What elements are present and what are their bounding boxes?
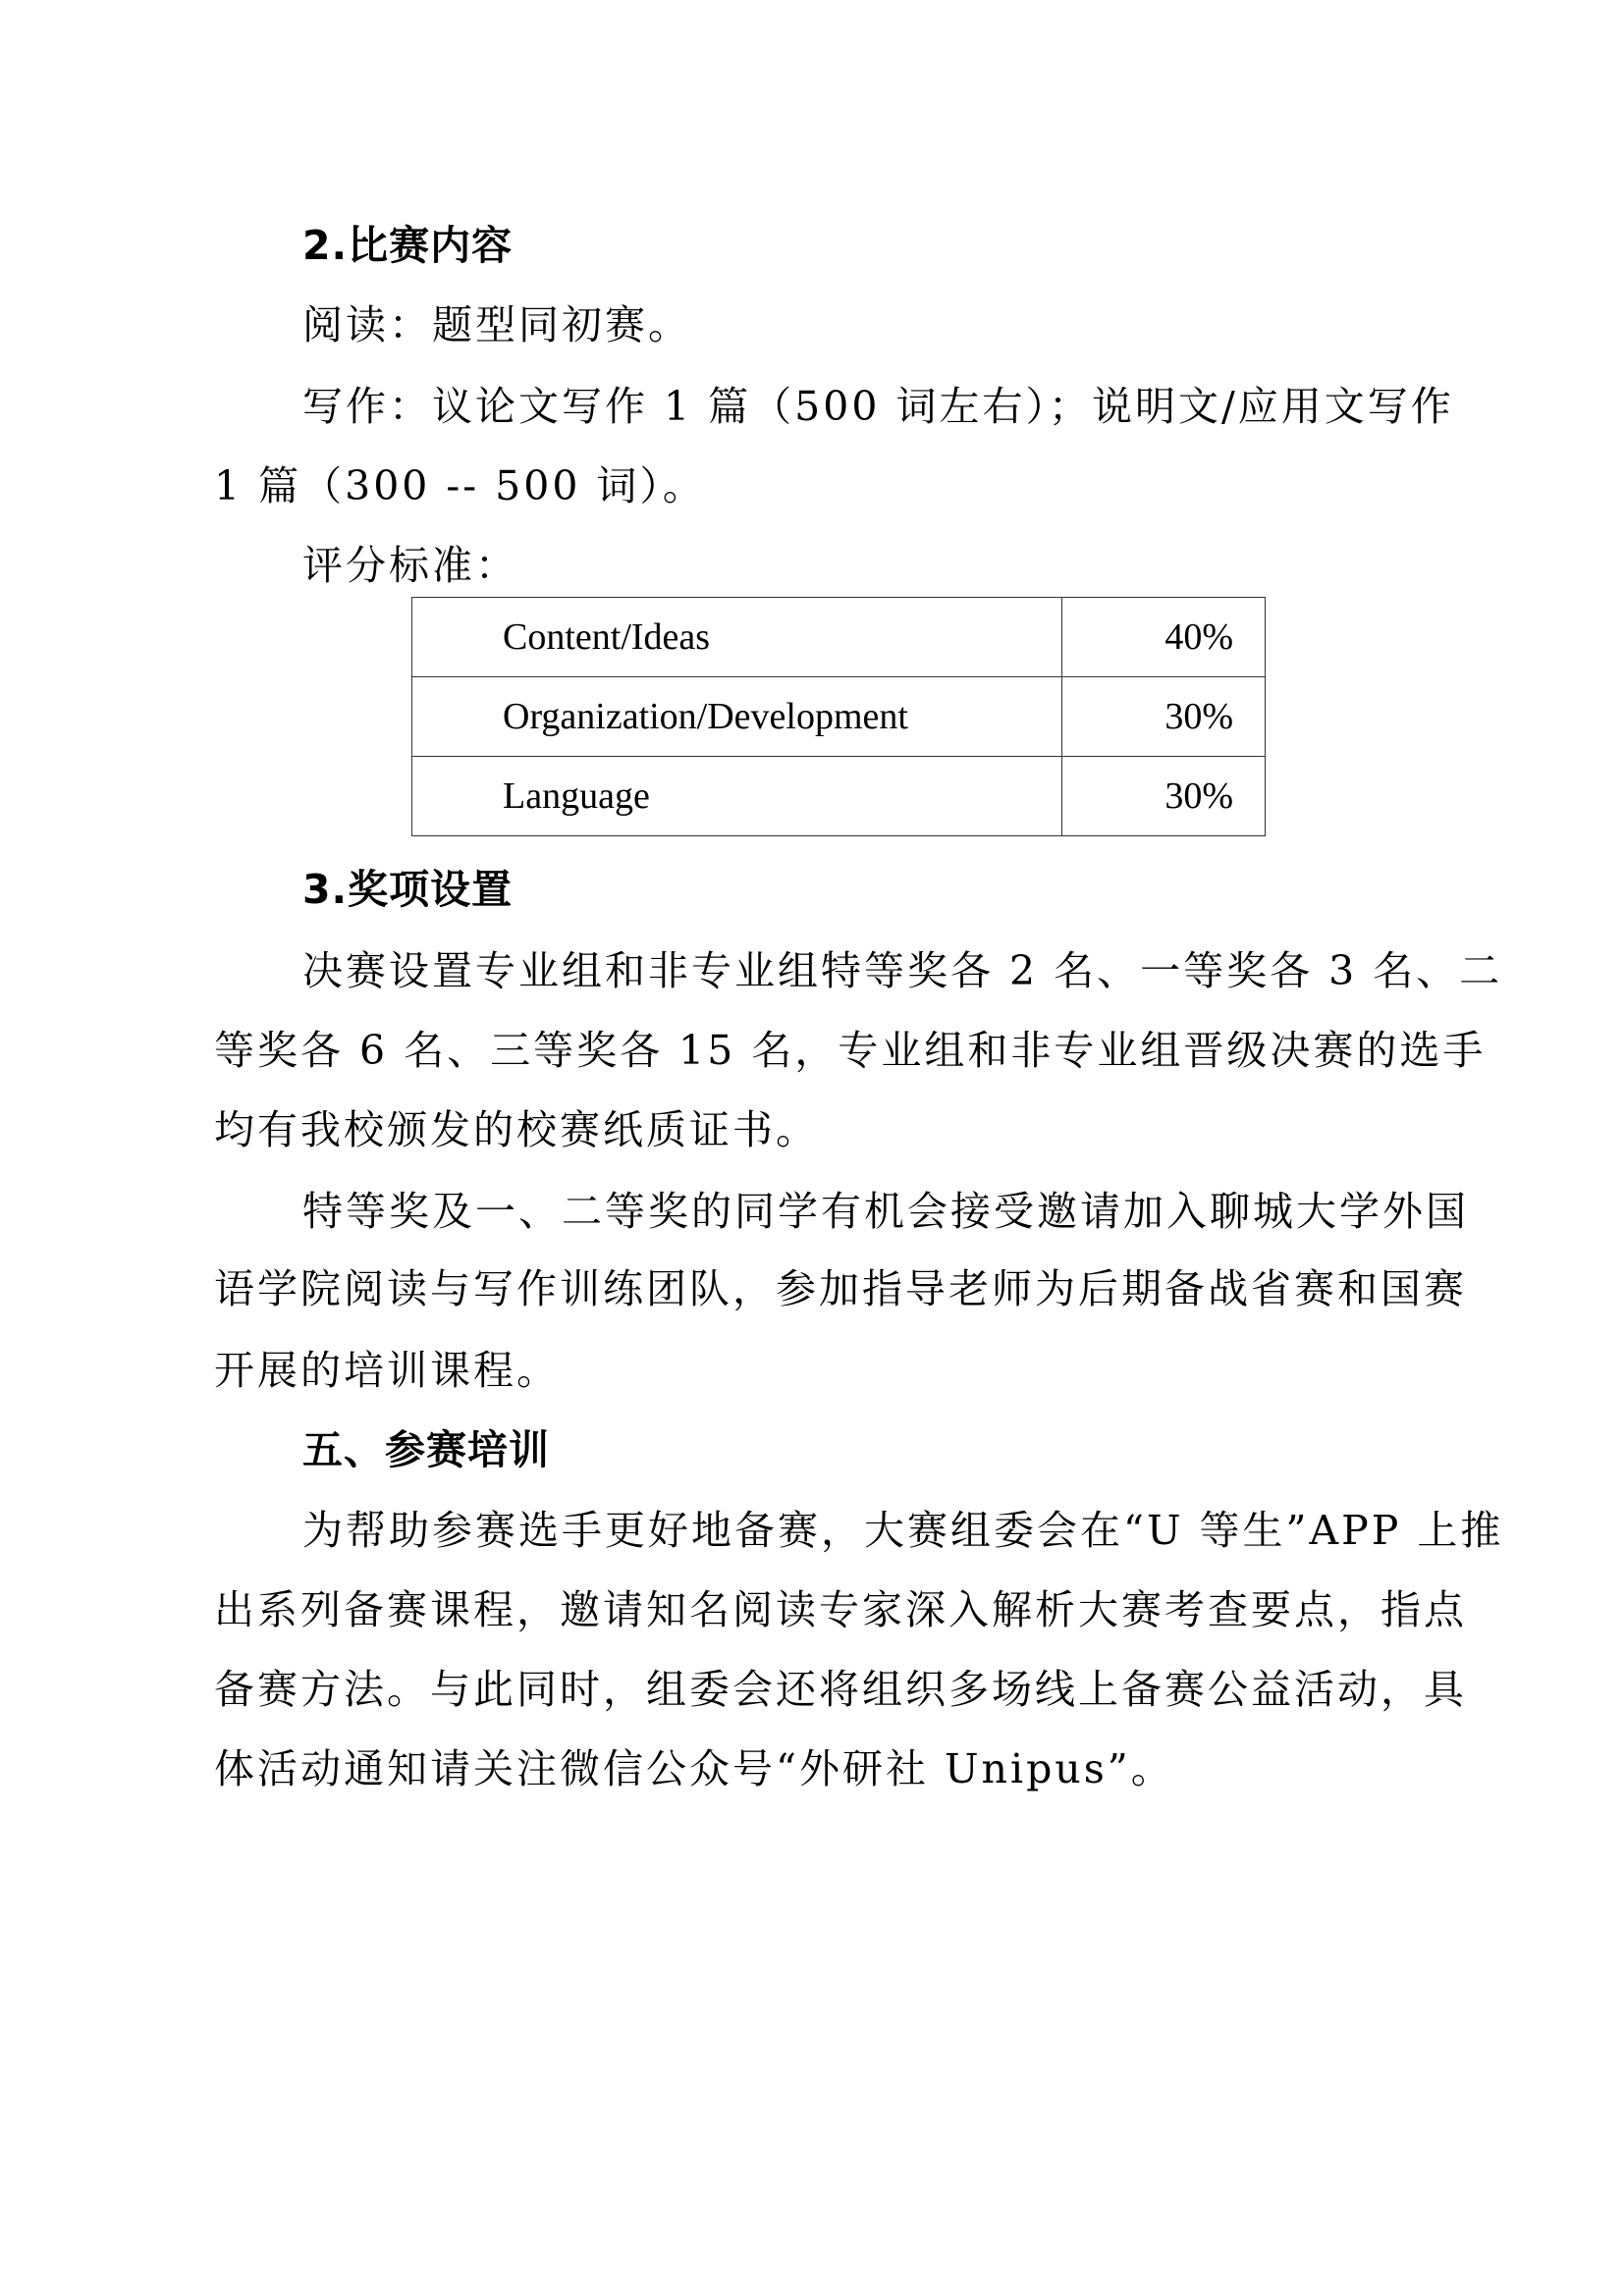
reading-text: 阅读：题型同初赛。 xyxy=(302,301,691,348)
awards-para-1-line: 均有我校颁发的校赛纸质证书。 xyxy=(214,1106,819,1153)
criterion-cell: Content/Ideas xyxy=(412,598,1062,677)
awards-para-1-line: 等奖各 6 名、三等奖各 15 名，专业组和非专业组晋级决赛的选手 xyxy=(214,1027,1487,1074)
rubric-table xyxy=(411,597,1266,836)
rubric-label: 评分标准： xyxy=(302,542,518,589)
training-para-line: 为帮助参赛选手更好地备赛，大赛组委会在“U 等生”APP 上推 xyxy=(302,1507,1504,1554)
training-para-line: 出系列备赛课程，邀请知名阅读专家深入解析大赛考查要点，指点 xyxy=(214,1586,1467,1633)
weight-cell: 30% xyxy=(1062,757,1266,836)
weight-cell: 40% xyxy=(1062,598,1266,677)
section-2-heading: 2.比赛内容 xyxy=(302,222,514,269)
training-para-line: 体活动通知请关注微信公众号“外研社 Unipus”。 xyxy=(214,1745,1174,1792)
awards-para-2-line: 语学院阅读与写作训练团队，参加指导老师为后期备战省赛和国赛 xyxy=(214,1265,1467,1312)
section-5-heading: 五、参赛培训 xyxy=(302,1426,550,1473)
writing-text-line-1: 写作：议论文写作 1 篇（500 词左右）；说明文/应用文写作 xyxy=(302,383,1454,430)
table-row xyxy=(412,598,1266,677)
training-para-line: 备赛方法。与此同时，组委会还将组织多场线上备赛公益活动，具 xyxy=(214,1666,1467,1713)
awards-para-2-line: 开展的培训课程。 xyxy=(214,1347,560,1394)
weight-cell: 30% xyxy=(1062,677,1266,757)
writing-text-line-2: 1 篇（300 -- 500 词）。 xyxy=(214,462,706,509)
table-row xyxy=(412,757,1266,836)
section-3-heading: 3.奖项设置 xyxy=(302,866,514,913)
criterion-cell: Organization/Development xyxy=(412,677,1062,757)
criterion-cell: Language xyxy=(412,757,1062,836)
awards-para-1-line: 决赛设置专业组和非专业组特等奖各 2 名、一等奖各 3 名、二 xyxy=(302,947,1503,994)
awards-para-2-line: 特等奖及一、二等奖的同学有机会接受邀请加入聊城大学外国 xyxy=(302,1188,1469,1235)
table-row xyxy=(412,677,1266,757)
